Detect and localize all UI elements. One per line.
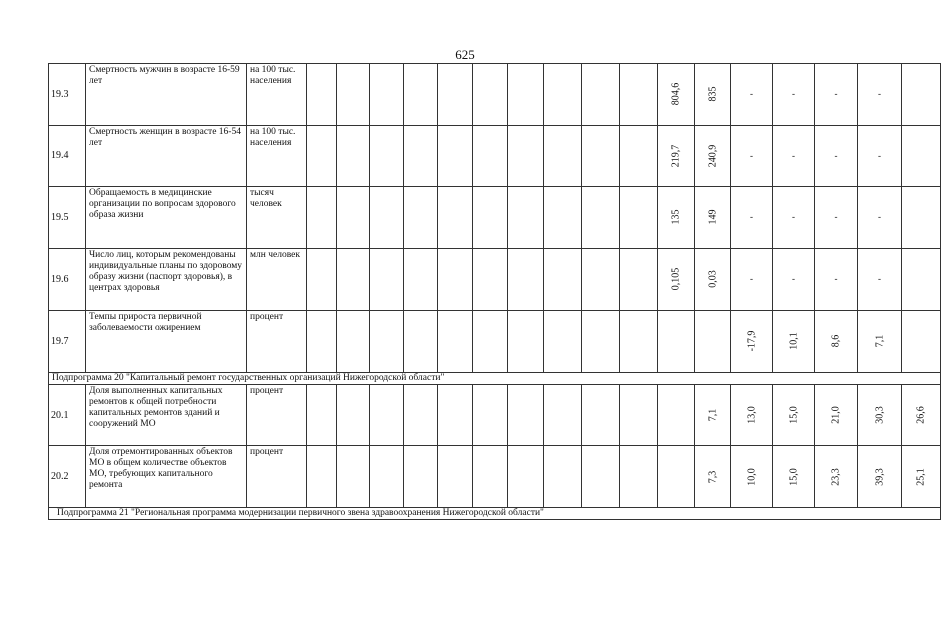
value-cell — [815, 187, 858, 249]
value-cell — [695, 125, 731, 187]
value-dash: - — [878, 150, 881, 161]
subprogram-20-title: Подпрограмма 20 "Капитальный ремонт государственных организаций Нижегородской области" — [49, 372, 941, 384]
value-cell — [508, 384, 544, 446]
value-cell — [902, 446, 941, 508]
value-cell — [307, 64, 337, 126]
value-cell — [695, 384, 731, 446]
indicator-name: Смертность мужчин в возрасте 16-59 лет — [86, 64, 247, 126]
value-cell — [658, 125, 695, 187]
page-number: 625 — [455, 47, 475, 62]
table-row — [49, 64, 941, 126]
cell-value: 26,6 — [915, 406, 927, 424]
value-cell — [773, 187, 815, 249]
cell-value: 21,0 — [830, 406, 842, 424]
subprogram-20-rows — [49, 384, 941, 507]
value-dash: - — [878, 273, 881, 284]
value-dash: - — [750, 88, 753, 99]
value-dash: - — [834, 273, 838, 284]
value-cell — [695, 187, 731, 249]
value-cell — [473, 446, 508, 508]
subprogram-21-header — [49, 507, 941, 519]
value-cell — [473, 384, 508, 446]
indicator-name: Доля отремонтированных объектов МО в общем количестве объектов МО, требующих капитального ремонта — [86, 446, 247, 508]
value-cell — [404, 384, 438, 446]
value-cell — [658, 384, 695, 446]
value-cell — [858, 64, 902, 126]
row-number: 19.6 — [49, 248, 86, 311]
table-row — [49, 125, 941, 187]
value-cell — [508, 311, 544, 373]
value-cell — [620, 384, 658, 446]
value-cell — [473, 248, 508, 311]
value-cell — [731, 125, 773, 187]
row-number: 19.3 — [49, 64, 86, 126]
value-cell — [858, 384, 902, 446]
value-cell — [404, 446, 438, 508]
value-cell — [307, 384, 337, 446]
table-row — [49, 384, 941, 446]
value-cell — [370, 384, 404, 446]
value-dash: - — [792, 211, 795, 222]
value-cell — [438, 125, 473, 187]
value-cell — [370, 248, 404, 311]
subprogram-20-header — [49, 372, 941, 384]
cell-value: 15,0 — [788, 467, 799, 486]
cell-value: 10,0 — [746, 467, 757, 486]
value-cell — [544, 64, 582, 126]
value-cell — [508, 187, 544, 249]
value-cell — [858, 446, 902, 508]
unit: процент — [247, 311, 307, 373]
value-cell — [473, 311, 508, 373]
value-cell — [404, 311, 438, 373]
value-cell — [544, 125, 582, 187]
value-cell — [902, 125, 941, 187]
cell-value: 835 — [707, 86, 718, 102]
value-cell — [815, 384, 858, 446]
value-cell — [773, 384, 815, 446]
value-cell — [544, 384, 582, 446]
value-cell — [695, 311, 731, 373]
value-cell — [773, 248, 815, 311]
value-cell — [815, 125, 858, 187]
value-cell — [404, 125, 438, 187]
value-cell — [815, 446, 858, 508]
value-cell — [773, 125, 815, 187]
table-row — [49, 446, 941, 508]
value-dash: - — [750, 211, 753, 222]
value-cell — [582, 187, 620, 249]
unit: процент — [247, 446, 307, 508]
row-number: 20.1 — [49, 384, 86, 446]
value-cell — [695, 64, 731, 126]
indicators-table — [48, 63, 941, 520]
value-cell — [773, 64, 815, 126]
cell-value: 7,1 — [874, 335, 885, 348]
value-cell — [438, 311, 473, 373]
value-cell — [307, 311, 337, 373]
value-cell — [731, 384, 773, 446]
value-dash: - — [792, 150, 795, 161]
value-dash: - — [834, 88, 838, 99]
value-cell — [731, 64, 773, 126]
unit: процент — [247, 384, 307, 446]
value-cell — [370, 187, 404, 249]
value-cell — [858, 248, 902, 311]
value-cell — [731, 187, 773, 249]
indicator-name: Смертность женщин в возрасте 16-54 лет — [86, 125, 247, 187]
value-cell — [620, 446, 658, 508]
cell-value: 240,9 — [707, 144, 718, 168]
indicator-name: Обращаемость в медицинские организации по вопросам здорового образа жизни — [86, 187, 247, 249]
value-cell — [620, 64, 658, 126]
value-cell — [658, 64, 695, 126]
cell-value: 15,0 — [788, 406, 799, 424]
value-dash: - — [792, 273, 795, 284]
value-cell — [731, 446, 773, 508]
table-row — [49, 248, 941, 311]
indicator-name: Число лиц, которым рекомендованы индивидуальные планы по здоровому образу жизни (паспорт здоровья), в центрах здоровья — [86, 248, 247, 311]
unit: на 100 тыс. населения — [247, 64, 307, 126]
value-cell — [404, 248, 438, 311]
value-cell — [307, 125, 337, 187]
value-cell — [337, 125, 370, 187]
value-cell — [337, 384, 370, 446]
value-cell — [544, 446, 582, 508]
unit: тысяч человек — [247, 187, 307, 249]
table-row — [49, 187, 941, 249]
value-cell — [658, 446, 695, 508]
value-cell — [508, 446, 544, 508]
value-dash: - — [834, 211, 838, 222]
value-cell — [473, 187, 508, 249]
row-number: 19.7 — [49, 311, 86, 373]
value-cell — [473, 64, 508, 126]
value-cell — [902, 311, 941, 373]
value-cell — [544, 311, 582, 373]
value-cell — [620, 248, 658, 311]
value-cell — [337, 187, 370, 249]
value-cell — [307, 446, 337, 508]
value-cell — [438, 384, 473, 446]
value-cell — [695, 248, 731, 311]
value-cell — [404, 64, 438, 126]
value-cell — [773, 311, 815, 373]
value-cell — [858, 187, 902, 249]
table-row — [49, 311, 941, 373]
indicator-name: Доля выполненных капитальных ремонтов к общей потребности капитальных ремонтов зданий и сооружений МО — [86, 384, 247, 446]
value-cell — [544, 248, 582, 311]
value-dash: - — [750, 273, 753, 284]
value-cell — [858, 125, 902, 187]
subprogram-19-rows — [49, 64, 941, 373]
cell-value: 7,1 — [707, 408, 718, 422]
cell-value: 0,105 — [670, 268, 682, 291]
value-cell — [620, 311, 658, 373]
unit: млн человек — [247, 248, 307, 311]
value-cell — [438, 187, 473, 249]
value-cell — [902, 64, 941, 126]
value-cell — [731, 311, 773, 373]
value-cell — [404, 187, 438, 249]
value-cell — [658, 248, 695, 311]
value-cell — [815, 64, 858, 126]
cell-value: 8,6 — [830, 335, 842, 348]
value-cell — [902, 187, 941, 249]
cell-value: 0,03 — [707, 270, 718, 289]
value-cell — [337, 311, 370, 373]
value-dash: - — [878, 88, 881, 99]
value-cell — [370, 311, 404, 373]
value-cell — [473, 125, 508, 187]
cell-value: 23,3 — [830, 467, 842, 486]
indicator-name: Темпы прироста первичной заболеваемости ожирением — [86, 311, 247, 373]
value-cell — [695, 446, 731, 508]
cell-value: 135 — [670, 209, 682, 225]
cell-value: 804,6 — [670, 83, 682, 106]
value-cell — [815, 311, 858, 373]
value-cell — [658, 187, 695, 249]
value-cell — [582, 311, 620, 373]
value-cell — [620, 187, 658, 249]
value-dash: - — [878, 211, 881, 222]
value-cell — [658, 311, 695, 373]
value-cell — [370, 64, 404, 126]
value-cell — [858, 311, 902, 373]
cell-value: 39,3 — [874, 467, 885, 486]
value-cell — [508, 64, 544, 126]
cell-value: 7,3 — [707, 470, 718, 483]
value-dash: - — [792, 88, 795, 99]
value-cell — [307, 187, 337, 249]
value-cell — [438, 64, 473, 126]
value-cell — [582, 446, 620, 508]
cell-value: 25,1 — [915, 467, 927, 486]
subprogram-21-title: Подпрограмма 21 "Региональная программа модернизации первичного звена здравоохранения Нижегородской области" — [49, 507, 941, 519]
row-number: 19.4 — [49, 125, 86, 187]
value-cell — [307, 248, 337, 311]
value-cell — [620, 125, 658, 187]
cell-value: 219,7 — [670, 144, 682, 168]
value-cell — [337, 64, 370, 126]
cell-value: 13,0 — [746, 406, 757, 424]
unit: на 100 тыс. населения — [247, 125, 307, 187]
value-cell — [582, 64, 620, 126]
value-cell — [773, 446, 815, 508]
cell-value: 30,3 — [874, 406, 885, 424]
value-cell — [582, 384, 620, 446]
value-cell — [544, 187, 582, 249]
row-number: 19.5 — [49, 187, 86, 249]
value-cell — [902, 248, 941, 311]
cell-value: 10,1 — [788, 332, 799, 351]
value-cell — [508, 248, 544, 311]
value-cell — [370, 446, 404, 508]
value-cell — [902, 384, 941, 446]
value-cell — [370, 125, 404, 187]
cell-value: -17,9 — [746, 331, 757, 352]
value-cell — [815, 248, 858, 311]
row-number: 20.2 — [49, 446, 86, 508]
value-cell — [582, 125, 620, 187]
value-cell — [337, 248, 370, 311]
cell-value: 149 — [707, 209, 718, 225]
value-dash: - — [834, 150, 838, 161]
value-cell — [582, 248, 620, 311]
value-dash: - — [750, 150, 753, 161]
value-cell — [438, 446, 473, 508]
value-cell — [438, 248, 473, 311]
value-cell — [731, 248, 773, 311]
value-cell — [508, 125, 544, 187]
value-cell — [337, 446, 370, 508]
